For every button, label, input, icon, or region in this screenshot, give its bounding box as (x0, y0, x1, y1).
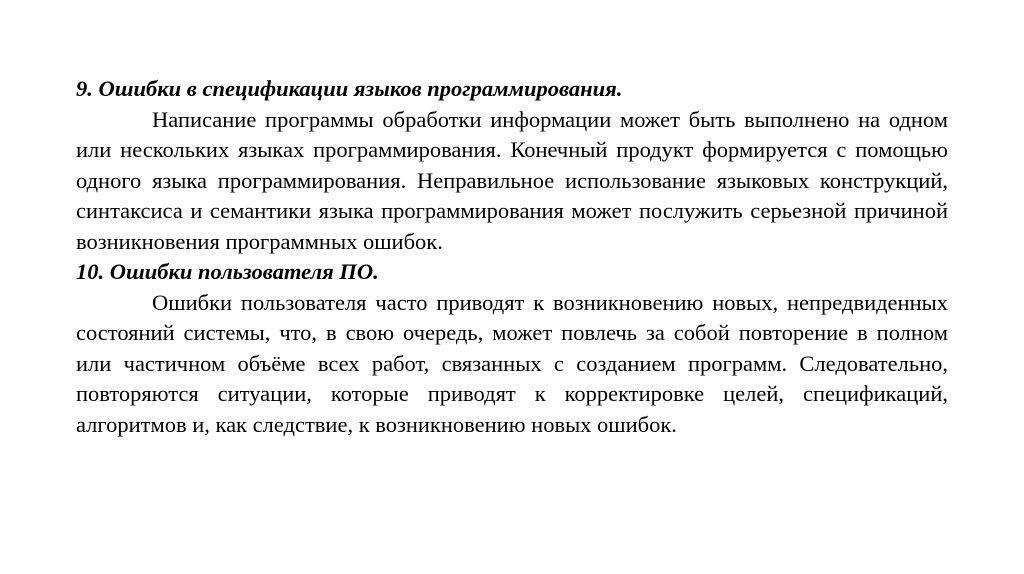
section-heading-10: 10. Ошибки пользователя ПО. (76, 259, 379, 284)
slide-content (76, 74, 948, 440)
section-heading-9: 9. Ошибки в спецификации языков программирования. (76, 76, 623, 101)
section-body-10: Ошибки пользователя часто приводят к возникновению новых, непредвиденных состояний системы, что, в свою очередь, может повлечь за собой повторение в полном или частичном объёме всех работ, связанных с созданием программ. Следовательно, повторяются ситуации, которые приводят к корректировке целей, спецификаций, алгоритмов и, как следствие, к возникновению новых ошибок. (76, 289, 948, 437)
section-body-9: Написание программы обработки информации может быть выполнено на одном или нескольких языках программирования. Конечный продукт формируется с помощью одного языка программирования. Неправильное использование языковых конструкций, синтаксиса и семантики языка программирования может послужить серьезной причиной возникновения программных ошибок. (76, 106, 948, 254)
